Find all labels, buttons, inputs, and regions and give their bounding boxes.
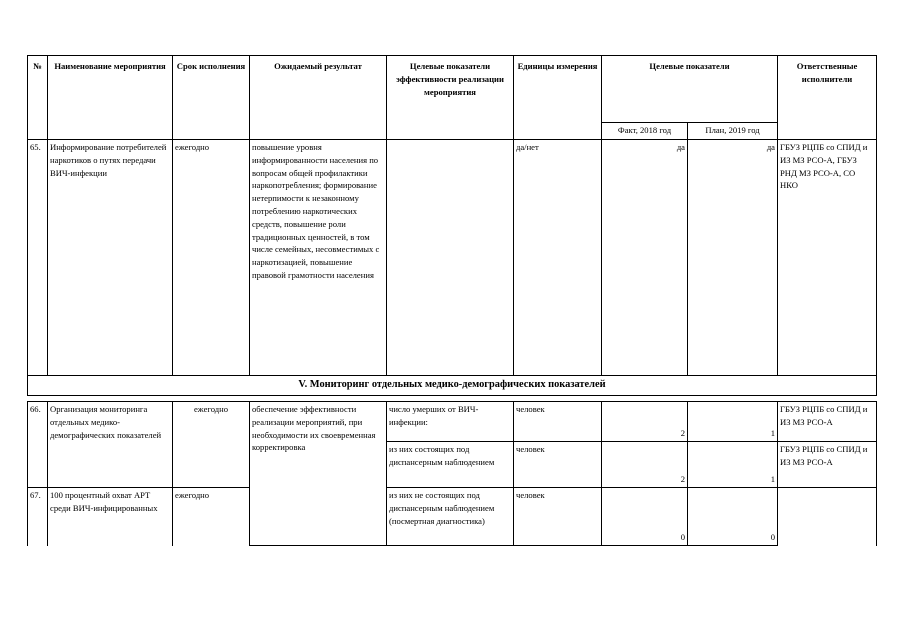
row66-indicator-1: число умерших от ВИЧ-инфекции: (387, 402, 514, 442)
row66-name: Организация мониторинга отдельных медико-демографических показателей (48, 402, 173, 488)
row66-plan-1: 1 (688, 402, 778, 442)
row65-unit: да/нет (514, 140, 602, 376)
section-title: V. Мониторинг отдельных медико-демографических показателей (28, 376, 877, 396)
row66-fact-1: 2 (602, 402, 688, 442)
header-term: Срок исполнения (173, 56, 250, 140)
row65-name: Информирование потребителей наркотиков о путях передачи ВИЧ-инфекции (48, 140, 173, 376)
row66-result: обеспечение эффективности реализации мероприятий, при необходимости их своевременная корректировка (250, 402, 387, 546)
row67-plan: 0 (688, 488, 778, 546)
row66-num: 66. (28, 402, 48, 488)
row65-indicator (387, 140, 514, 376)
row66-unit-1: человек (514, 402, 602, 442)
header-units: Единицы измерения (514, 56, 602, 140)
header-indicators: Целевые показатели эффективности реализации мероприятия (387, 56, 514, 140)
row67-term: ежегодно (173, 488, 250, 546)
table-row-65 (28, 140, 877, 376)
row67-indicator: из них не состоящих под диспансерным наблюдением (посмертная диагностика) (387, 488, 514, 546)
row67-responsible (778, 488, 877, 546)
row66-responsible-1: ГБУЗ РЦПБ со СПИД и ИЗ МЗ РСО-А (778, 402, 877, 442)
row66-responsible-2: ГБУЗ РЦПБ со СПИД и ИЗ МЗ РСО-А (778, 442, 877, 488)
header-row (28, 56, 877, 123)
row65-plan: да (688, 140, 778, 376)
row67-fact: 0 (602, 488, 688, 546)
row66-indicator-2: из них состоящих под диспансерным наблюдением (387, 442, 514, 488)
row65-term: ежегодно (173, 140, 250, 376)
table-row-67 (28, 488, 877, 546)
header-fact: Факт, 2018 год (602, 123, 688, 140)
row66-plan-2: 1 (688, 442, 778, 488)
header-responsible: Ответственные исполнители (778, 56, 877, 140)
row66-fact-2: 2 (602, 442, 688, 488)
row65-result: повышение уровня информированности населения по вопросам общей профилактики наркопотребления; формирование нетерпимости к незаконному потреблению наркотических средств, повышение роли традиционных ценностей, в том числе семейных, несовместимых с наркотизацией, повышение правовой грамотности населения (250, 140, 387, 376)
row65-fact: да (602, 140, 688, 376)
section-row (28, 376, 877, 396)
row67-name: 100 процентный охват АРТ среди ВИЧ-инфицированных (48, 488, 173, 546)
header-target: Целевые показатели (602, 56, 778, 123)
row65-num: 65. (28, 140, 48, 376)
document-table (27, 55, 877, 546)
header-name: Наименование мероприятия (48, 56, 173, 140)
row65-responsible: ГБУЗ РЦПБ со СПИД и ИЗ МЗ РСО-А, ГБУЗ РНД МЗ РСО-А, СО НКО (778, 140, 877, 376)
row66-term: ежегодно (173, 402, 250, 488)
table-row-66a (28, 402, 877, 442)
header-result: Ожидаемый результат (250, 56, 387, 140)
header-plan: План, 2019 год (688, 123, 778, 140)
row66-unit-2: человек (514, 442, 602, 488)
row67-unit: человек (514, 488, 602, 546)
header-num: № (28, 56, 48, 140)
row67-num: 67. (28, 488, 48, 546)
